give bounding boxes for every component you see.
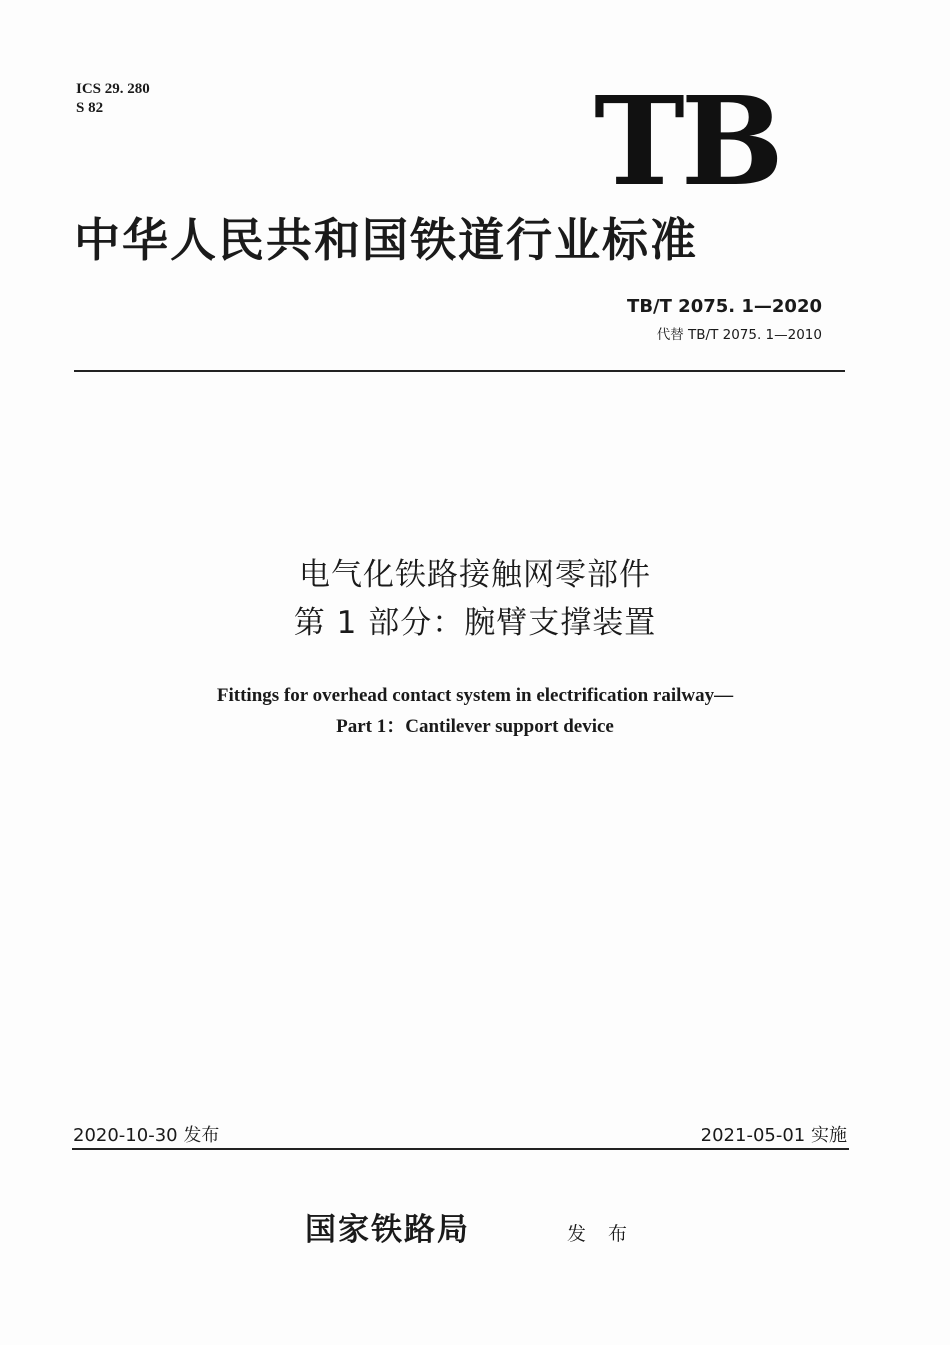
document-title-en-line2: Part 1：Cantilever support device bbox=[336, 716, 614, 737]
standard-category-title: 中华人民共和国铁道行业标准 bbox=[74, 213, 698, 267]
dates-divider bbox=[72, 1148, 849, 1150]
publisher-name: 国家铁路局 bbox=[305, 1212, 470, 1248]
classification-codes bbox=[76, 80, 150, 118]
document-title-en-line1: Fittings for overhead contact system in electrification railway— bbox=[216, 685, 734, 706]
publish-label: 发 布 bbox=[567, 1223, 636, 1245]
issue-date: 2020-10-30 发布 bbox=[73, 1125, 220, 1146]
ics-code: ICS 29. 280 bbox=[76, 81, 150, 97]
ccs-code: S 82 bbox=[76, 100, 104, 116]
tb-logo: TB bbox=[594, 69, 780, 213]
document-title-cn-line1: 电气化铁路接触网零部件 bbox=[299, 557, 651, 593]
standard-number: TB/T 2075. 1—2020 bbox=[627, 296, 822, 317]
header-divider bbox=[74, 370, 845, 372]
replaces-standard: 代替 TB/T 2075. 1—2010 bbox=[656, 327, 822, 343]
document-title-cn-line2: 第 1 部分：腕臂支撑装置 bbox=[293, 605, 657, 641]
implementation-date: 2021-05-01 实施 bbox=[700, 1125, 847, 1146]
